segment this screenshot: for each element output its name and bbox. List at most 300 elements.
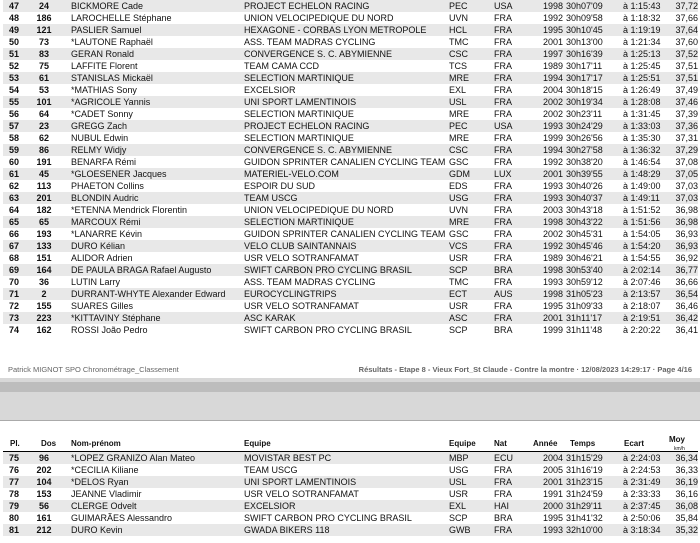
cell-moy: 36,08 <box>675 501 698 511</box>
header-dos: Dos <box>41 439 57 448</box>
table-row <box>3 276 698 288</box>
cell-eq: SCP <box>449 513 468 523</box>
table-row <box>3 500 698 512</box>
cell-dos: 202 <box>36 465 52 475</box>
cell-moy: 35,84 <box>675 513 698 523</box>
cell-year: 2005 <box>542 465 563 475</box>
cell-pl: 52 <box>8 61 19 71</box>
cell-nat: BRA <box>494 265 513 275</box>
cell-name: LAFFITE Florent <box>71 61 138 71</box>
cell-dos: 2 <box>41 289 47 299</box>
cell-team: USR VELO SOTRANFAMAT <box>244 253 359 263</box>
cell-dos: 86 <box>38 145 49 155</box>
table-row <box>3 300 698 312</box>
cell-pl: 69 <box>8 265 19 275</box>
table-row <box>3 464 698 476</box>
cell-gap: à 2:33:33 <box>623 489 661 499</box>
cell-team: EUROCYCLINGTRIPS <box>244 289 337 299</box>
separator-bar <box>0 382 700 392</box>
cell-name: SUARES Gilles <box>71 301 134 311</box>
cell-nat: FRA <box>494 157 512 167</box>
cell-team: PROJECT ECHELON RACING <box>244 1 370 11</box>
cell-pl: 61 <box>8 169 19 179</box>
cell-year: 1991 <box>542 489 563 499</box>
cell-nat: FRA <box>494 133 512 143</box>
cell-dos: 45 <box>38 169 49 179</box>
cell-dos: 164 <box>36 265 52 275</box>
cell-moy: 37,52 <box>675 49 698 59</box>
cell-name: DE PAULA BRAGA Rafael Augusto <box>71 265 212 275</box>
cell-moy: 37,05 <box>675 169 698 179</box>
cell-eq: SCP <box>449 325 468 335</box>
table-row <box>3 192 698 204</box>
cell-eq: CSC <box>449 145 469 155</box>
cell-time: 31h23'15 <box>566 477 603 487</box>
cell-dos: 75 <box>38 61 49 71</box>
cell-name: PASLIER Samuel <box>71 25 142 35</box>
header-year: Année <box>533 439 558 448</box>
cell-year: 1992 <box>542 157 563 167</box>
table-row <box>3 156 698 168</box>
header-name: Nom-prénom <box>71 439 121 448</box>
cell-eq: USR <box>449 253 469 263</box>
cell-time: 31h09'33 <box>566 301 603 311</box>
cell-team: UNI SPORT LAMENTINOIS <box>244 97 357 107</box>
table-row <box>3 168 698 180</box>
cell-name: *AGRICOLE Yannis <box>71 97 151 107</box>
cell-year: 2001 <box>542 169 563 179</box>
cell-time: 31h11'17 <box>566 313 603 323</box>
table-header <box>3 435 698 452</box>
cell-dos: 83 <box>38 49 49 59</box>
cell-time: 30h10'45 <box>566 25 603 35</box>
cell-team: SELECTION MARTINIQUE <box>244 217 354 227</box>
cell-eq: CSC <box>449 49 469 59</box>
cell-team: TEAM USCG <box>244 465 298 475</box>
cell-gap: à 3:18:34 <box>623 525 661 535</box>
cell-team: MOVISTAR BEST PC <box>244 453 332 463</box>
cell-dos: 193 <box>36 229 52 239</box>
cell-name: LAROCHELLE Stéphane <box>71 13 172 23</box>
cell-year: 1999 <box>542 133 563 143</box>
cell-time: 30h27'58 <box>566 145 603 155</box>
table-row <box>3 36 698 48</box>
cell-pl: 81 <box>8 525 19 535</box>
cell-pl: 70 <box>8 277 19 287</box>
table-row <box>3 12 698 24</box>
cell-moy: 36,93 <box>675 229 698 239</box>
cell-gap: à 2:31:49 <box>623 477 661 487</box>
table-row <box>3 132 698 144</box>
cell-gap: à 1:54:05 <box>623 229 661 239</box>
cell-dos: 65 <box>38 217 49 227</box>
results-table <box>3 0 698 336</box>
cell-nat: FRA <box>494 241 512 251</box>
cell-dos: 212 <box>36 525 52 535</box>
cell-dos: 53 <box>38 85 49 95</box>
cell-moy: 37,66 <box>675 13 698 23</box>
cell-team: TEAM CAMA CCD <box>244 61 320 71</box>
cell-time: 30h43'22 <box>566 217 603 227</box>
cell-pl: 49 <box>8 25 19 35</box>
cell-gap: à 1:21:34 <box>623 37 661 47</box>
cell-year: 1995 <box>542 301 563 311</box>
cell-year: 1993 <box>542 181 563 191</box>
cell-nat: FRA <box>494 525 512 535</box>
cell-time: 30h13'00 <box>566 37 603 47</box>
cell-eq: GSC <box>449 157 469 167</box>
cell-dos: 36 <box>38 277 49 287</box>
cell-name: BLONDIN Audric <box>71 193 139 203</box>
cell-gap: à 2:20:22 <box>623 325 661 335</box>
cell-time: 30h45'31 <box>566 229 603 239</box>
cell-eq: MRE <box>449 133 469 143</box>
table-row <box>3 204 698 216</box>
cell-team: USR VELO SOTRANFAMAT <box>244 301 359 311</box>
cell-dos: 151 <box>36 253 52 263</box>
cell-eq: EXL <box>449 501 467 511</box>
cell-nat: FRA <box>494 25 512 35</box>
cell-name: *LAUTONE Raphaël <box>71 37 153 47</box>
cell-moy: 36,98 <box>675 217 698 227</box>
cell-eq: PEC <box>449 1 468 11</box>
cell-eq: USG <box>449 193 469 203</box>
cell-team: HEXAGONE - CORBAS LYON METROPOLE <box>244 25 427 35</box>
cell-gap: à 2:19:51 <box>623 313 661 323</box>
cell-eq: TMC <box>449 277 469 287</box>
cell-pl: 47 <box>8 1 19 11</box>
cell-moy: 37,36 <box>675 121 698 131</box>
cell-eq: MRE <box>449 217 469 227</box>
cell-dos: 62 <box>38 133 49 143</box>
cell-year: 2001 <box>542 37 563 47</box>
cell-dos: 121 <box>36 25 52 35</box>
cell-team: EXCELSIOR <box>244 501 296 511</box>
cell-pl: 80 <box>8 513 19 523</box>
cell-time: 30h40'37 <box>566 193 603 203</box>
cell-gap: à 2:24:53 <box>623 465 661 475</box>
cell-year: 1992 <box>542 13 563 23</box>
cell-nat: FRA <box>494 13 512 23</box>
cell-name: DURRANT-WHYTE Alexander Edward <box>71 289 226 299</box>
cell-time: 30h53'40 <box>566 265 603 275</box>
cell-nat: FRA <box>494 181 512 191</box>
cell-nat: HAI <box>494 501 510 511</box>
cell-time: 30h16'39 <box>566 49 603 59</box>
table-row <box>3 120 698 132</box>
cell-team: CONVERGENCE S. C. ABYMIENNE <box>244 49 393 59</box>
cell-team: CONVERGENCE S. C. ABYMIENNE <box>244 145 393 155</box>
cell-nat: BRA <box>494 513 513 523</box>
cell-pl: 64 <box>8 205 19 215</box>
table-row <box>3 252 698 264</box>
cell-team: MATERIEL-VELO.COM <box>244 169 339 179</box>
cell-gap: à 1:54:20 <box>623 241 661 251</box>
cell-team: USR VELO SOTRANFAMAT <box>244 489 359 499</box>
cell-gap: à 1:18:32 <box>623 13 661 23</box>
cell-pl: 62 <box>8 181 19 191</box>
header-time: Temps <box>570 439 596 448</box>
cell-team: PROJECT ECHELON RACING <box>244 121 370 131</box>
table-row <box>3 264 698 276</box>
cell-pl: 76 <box>8 465 19 475</box>
cell-dos: 113 <box>36 181 52 191</box>
cell-moy: 37,49 <box>675 85 698 95</box>
cell-nat: FRA <box>494 85 512 95</box>
cell-year: 1989 <box>542 61 563 71</box>
cell-moy: 37,72 <box>675 1 698 11</box>
cell-nat: BRA <box>494 325 513 335</box>
cell-gap: à 1:33:03 <box>623 121 661 131</box>
cell-moy: 35,32 <box>675 525 698 535</box>
cell-year: 1995 <box>542 25 563 35</box>
header-moy: Moy <box>669 435 685 444</box>
cell-name: CLERGE Odvelt <box>71 501 137 511</box>
cell-time: 31h41'32 <box>566 513 603 523</box>
table-row <box>3 228 698 240</box>
cell-moy: 36,54 <box>675 289 698 299</box>
cell-dos: 64 <box>38 109 49 119</box>
cell-nat: FRA <box>494 145 512 155</box>
cell-name: PHAETON Collins <box>71 181 144 191</box>
cell-team: EXCELSIOR <box>244 85 296 95</box>
cell-time: 30h26'56 <box>566 133 603 143</box>
table-row <box>3 324 698 336</box>
cell-moy: 36,41 <box>675 325 698 335</box>
cell-pl: 65 <box>8 217 19 227</box>
footer-title: Résultats - Etape 8 - Vieux Fort_St Claude - Contre la montre · 12/08/2023 14:29:17 · Page 4/16 <box>358 365 692 374</box>
cell-time: 30h17'11 <box>566 61 603 71</box>
cell-moy: 36,16 <box>675 489 698 499</box>
cell-team: VELO CLUB SAINTANNAIS <box>244 241 357 251</box>
cell-year: 1994 <box>542 145 563 155</box>
cell-pl: 58 <box>8 133 19 143</box>
cell-team: ASC KARAK <box>244 313 296 323</box>
cell-time: 31h11'48 <box>566 325 603 335</box>
cell-team: SWIFT CARBON PRO CYCLING BRASIL <box>244 265 412 275</box>
cell-name: GUIMARÃES Alessandro <box>71 513 173 523</box>
cell-gap: à 2:02:14 <box>623 265 661 275</box>
header-nat: Nat <box>494 439 507 448</box>
cell-team: ASS. TEAM MADRAS CYCLING <box>244 277 376 287</box>
cell-name: *ETENNA Mendrick Florentin <box>71 205 188 215</box>
cell-eq: MRE <box>449 109 469 119</box>
cell-name: NUBUL Edwin <box>71 133 129 143</box>
cell-gap: à 2:18:07 <box>623 301 661 311</box>
cell-name: *GLOESENER Jacques <box>71 169 167 179</box>
cell-eq: GDM <box>449 169 470 179</box>
cell-team: SELECTION MARTINIQUE <box>244 133 354 143</box>
cell-name: LUTIN Larry <box>71 277 121 287</box>
cell-gap: à 1:28:08 <box>623 97 661 107</box>
cell-eq: GSC <box>449 229 469 239</box>
cell-dos: 201 <box>36 193 52 203</box>
cell-gap: à 2:13:57 <box>623 289 661 299</box>
cell-time: 31h24'59 <box>566 489 603 499</box>
cell-gap: à 1:49:11 <box>623 193 660 203</box>
table-row <box>3 144 698 156</box>
cell-eq: TCS <box>449 61 467 71</box>
cell-gap: à 1:36:32 <box>623 145 661 155</box>
cell-gap: à 1:48:29 <box>623 169 661 179</box>
cell-nat: FRA <box>494 61 512 71</box>
cell-eq: MRE <box>449 73 469 83</box>
cell-nat: FRA <box>494 313 512 323</box>
cell-gap: à 1:35:30 <box>623 133 661 143</box>
table-row <box>3 60 698 72</box>
cell-team: TEAM USCG <box>244 193 298 203</box>
cell-pl: 63 <box>8 193 19 203</box>
cell-moy: 36,93 <box>675 241 698 251</box>
cell-pl: 78 <box>8 489 19 499</box>
cell-team: SWIFT CARBON PRO CYCLING BRASIL <box>244 513 412 523</box>
cell-pl: 68 <box>8 253 19 263</box>
cell-moy: 36,42 <box>675 313 698 323</box>
cell-nat: FRA <box>494 465 512 475</box>
footer-author: Patrick MIGNOT SPO Chronométrage_Classement <box>8 365 179 374</box>
cell-pl: 53 <box>8 73 19 83</box>
cell-team: UNION VELOCIPEDIQUE DU NORD <box>244 13 394 23</box>
cell-nat: FRA <box>494 217 512 227</box>
cell-name: *CADET Sonny <box>71 109 133 119</box>
cell-name: *CECILIA Kiliane <box>71 465 139 475</box>
header-pl: Pl. <box>10 439 20 448</box>
cell-nat: FRA <box>494 229 512 239</box>
cell-moy: 37,03 <box>675 181 698 191</box>
cell-dos: 101 <box>36 97 52 107</box>
cell-name: STANISLAS Mickaël <box>71 73 153 83</box>
cell-name: DURO Kélian <box>71 241 126 251</box>
cell-year: 2002 <box>542 229 563 239</box>
header-team: Equipe <box>244 439 271 448</box>
cell-name: JEANNE Vladimir <box>71 489 142 499</box>
cell-team: ASS. TEAM MADRAS CYCLING <box>244 37 376 47</box>
cell-name: ROSSI João Pedro <box>71 325 148 335</box>
cell-gap: à 1:51:56 <box>623 217 661 227</box>
cell-moy: 37,64 <box>675 25 698 35</box>
cell-moy: 37,29 <box>675 145 698 155</box>
cell-eq: HCL <box>449 25 468 35</box>
cell-nat: FRA <box>494 37 512 47</box>
cell-dos: 133 <box>36 241 52 251</box>
cell-year: 1997 <box>542 49 563 59</box>
cell-moy: 36,92 <box>675 253 698 263</box>
table-row <box>3 488 698 500</box>
header-moy-unit: km/h <box>674 446 685 452</box>
cell-pl: 77 <box>8 477 19 487</box>
cell-eq: MBP <box>449 453 469 463</box>
table-row <box>3 48 698 60</box>
cell-eq: USL <box>449 477 467 487</box>
cell-pl: 72 <box>8 301 19 311</box>
cell-team: UNI SPORT LAMENTINOIS <box>244 477 357 487</box>
cell-year: 2003 <box>542 205 563 215</box>
table-row <box>3 288 698 300</box>
cell-moy: 37,46 <box>675 97 698 107</box>
cell-year: 1989 <box>542 253 563 263</box>
cell-nat: FRA <box>494 253 512 263</box>
cell-time: 30h09'58 <box>566 13 603 23</box>
cell-eq: UVN <box>449 205 469 215</box>
cell-year: 2001 <box>542 477 563 487</box>
table-row <box>3 476 698 488</box>
cell-eq: PEC <box>449 121 468 131</box>
cell-time: 31h05'23 <box>566 289 603 299</box>
cell-moy: 36,33 <box>675 465 698 475</box>
cell-dos: 24 <box>38 1 49 11</box>
table-row <box>3 72 698 84</box>
cell-eq: TMC <box>449 37 469 47</box>
cell-nat: FRA <box>494 205 512 215</box>
cell-time: 31h15'29 <box>566 453 603 463</box>
table-row <box>3 96 698 108</box>
cell-moy: 37,60 <box>675 37 698 47</box>
cell-pl: 60 <box>8 157 19 167</box>
cell-year: 1993 <box>542 193 563 203</box>
cell-nat: FRA <box>494 193 512 203</box>
cell-team: SELECTION MARTINIQUE <box>244 109 354 119</box>
cell-nat: ECU <box>494 453 514 463</box>
cell-year: 2001 <box>542 313 563 323</box>
cell-moy: 36,19 <box>675 477 698 487</box>
cell-team: GUIDON SPRINTER CANALIEN CYCLING TEAM <box>244 157 446 167</box>
cell-moy: 36,46 <box>675 301 698 311</box>
table-row <box>3 240 698 252</box>
cell-year: 2000 <box>542 501 563 511</box>
cell-name: BICKMORE Cade <box>71 1 144 11</box>
cell-time: 30h46'21 <box>566 253 603 263</box>
cell-dos: 23 <box>38 121 49 131</box>
cell-pl: 55 <box>8 97 19 107</box>
cell-moy: 36,77 <box>675 265 698 275</box>
cell-year: 1992 <box>542 241 563 251</box>
cell-eq: EXL <box>449 85 467 95</box>
cell-eq: USL <box>449 97 467 107</box>
cell-pl: 79 <box>8 501 19 511</box>
cell-pl: 50 <box>8 37 19 47</box>
cell-moy: 37,03 <box>675 193 698 203</box>
cell-year: 2002 <box>542 109 563 119</box>
cell-pl: 74 <box>8 325 19 335</box>
results-page-5 <box>0 420 700 543</box>
cell-team: SELECTION MARTINIQUE <box>244 73 354 83</box>
table-row <box>3 512 698 524</box>
cell-nat: AUS <box>494 289 513 299</box>
cell-team: UNION VELOCIPEDIQUE DU NORD <box>244 205 394 215</box>
cell-time: 30h45'46 <box>566 241 603 251</box>
cell-moy: 37,51 <box>675 73 698 83</box>
cell-time: 30h59'12 <box>566 277 603 287</box>
cell-name: *LOPEZ GRANIZO Alan Mateo <box>71 453 196 463</box>
cell-year: 1993 <box>542 277 563 287</box>
cell-name: DURO Kevin <box>71 525 123 535</box>
cell-gap: à 1:54:55 <box>623 253 661 263</box>
cell-gap: à 2:50:06 <box>623 513 661 523</box>
cell-team: GWADA BIKERS 118 <box>244 525 330 535</box>
cell-time: 30h07'09 <box>566 1 603 11</box>
table-row <box>3 180 698 192</box>
cell-pl: 67 <box>8 241 19 251</box>
cell-pl: 48 <box>8 13 19 23</box>
cell-eq: EDS <box>449 181 468 191</box>
page-footer <box>0 365 700 377</box>
cell-pl: 59 <box>8 145 19 155</box>
cell-name: ALIDOR Adrien <box>71 253 133 263</box>
cell-name: MARCOUX Rémi <box>71 217 141 227</box>
cell-year: 1993 <box>542 121 563 131</box>
cell-gap: à 1:25:45 <box>623 61 661 71</box>
cell-year: 1993 <box>542 525 563 535</box>
